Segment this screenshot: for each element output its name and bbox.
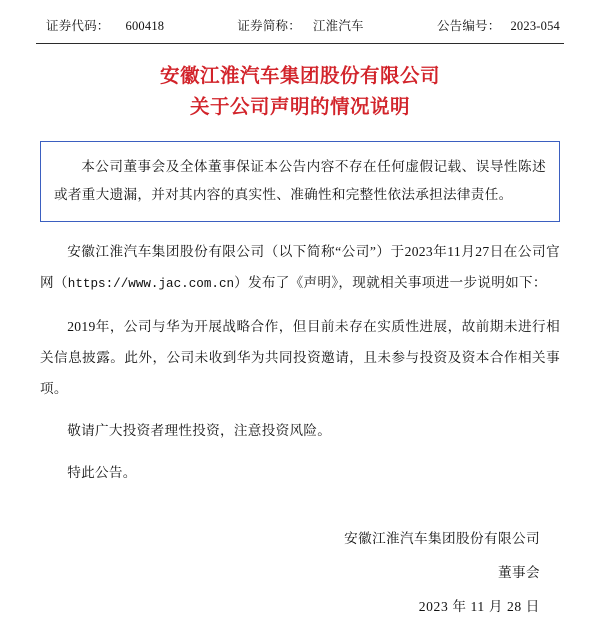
- announcement-body: [40, 236, 560, 488]
- page-title: [34, 61, 566, 123]
- header-divider: [36, 43, 564, 44]
- paragraph-cooperation: 2019年，公司与华为开展战略合作，但目前未存在实质性进展，故前期未进行相关信息披露。此外，公司未收到华为共同投资邀请，且未参与投资及资本合作相关事项。: [40, 319, 560, 396]
- security-code-label: 证券代码：: [46, 19, 110, 33]
- signature-board: 董事会: [498, 565, 540, 580]
- company-website-url: https://www.jac.com.cn: [67, 277, 235, 291]
- board-responsibility-statement: [40, 141, 560, 222]
- security-code-field: [46, 16, 164, 34]
- title-line-subject: 关于公司声明的情况说明: [189, 97, 410, 118]
- announcement-number-value: 2023-054: [510, 19, 560, 33]
- paragraph-declaration-part1: 安徽江淮汽车集团股份有限公司（以下简称“公司”）于2023年11月27日在公司官网（: [40, 244, 560, 290]
- signature-date: 2023 年 11 月 28 日: [418, 599, 540, 614]
- security-abbreviation-label: 证券简称：: [237, 19, 301, 33]
- announcement-number-field: [437, 16, 560, 34]
- security-abbreviation-value: 江淮汽车: [312, 19, 364, 33]
- paragraph-closing: 特此公告。: [67, 465, 137, 480]
- paragraph-investor-notice: 敬请广大投资者理性投资，注意投资风险。: [67, 423, 332, 438]
- security-abbreviation-field: [237, 16, 363, 34]
- title-line-company: 安徽江淮汽车集团股份有限公司: [159, 66, 440, 87]
- signature-block: [34, 522, 566, 624]
- paragraph-declaration: [40, 236, 560, 300]
- paragraph-declaration-part2: ）发布了《声明》，现就相关事项进一步说明如下：: [234, 275, 547, 290]
- security-code-value: 600418: [125, 19, 165, 33]
- announcement-number-label: 公告编号：: [436, 19, 501, 33]
- board-responsibility-text: 本公司董事会及全体董事保证本公告内容不存在任何虚假记载、误导性陈述或者重大遗漏，并对其内容的真实性、准确性和完整性依法承担法律责任。: [54, 159, 546, 202]
- signature-company: 安徽江淮汽车集团股份有限公司: [344, 531, 540, 546]
- document-header: [34, 12, 566, 34]
